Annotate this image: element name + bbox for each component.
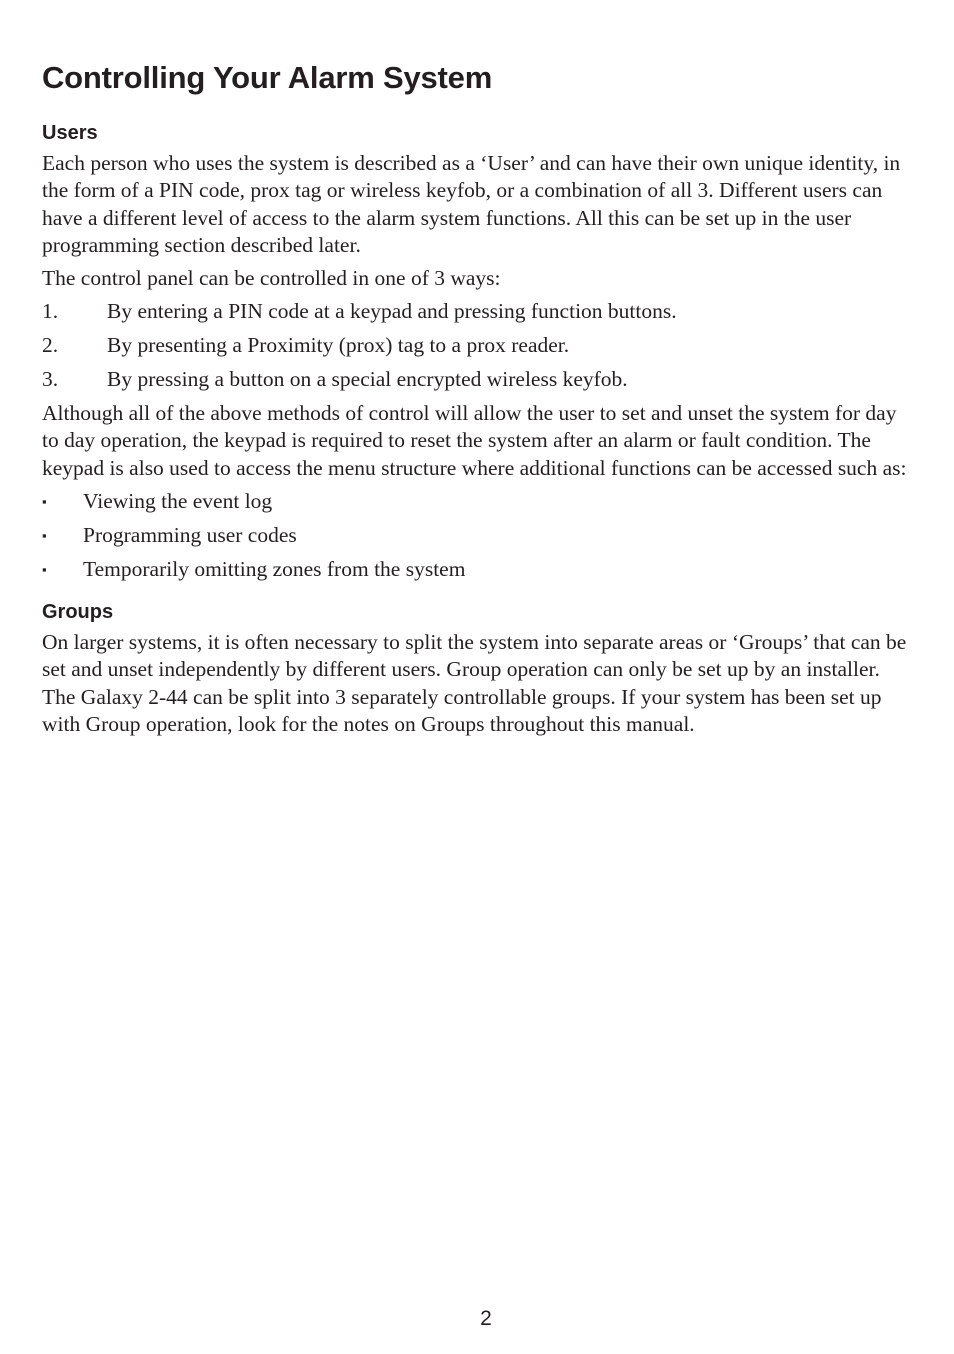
list-item-text: Viewing the event log xyxy=(83,489,273,514)
control-ways-intro: The control panel can be controlled in one of 3 ways: xyxy=(42,266,501,291)
control-ways-list xyxy=(42,298,912,393)
list-number: 1. xyxy=(42,299,59,324)
users-intro-paragraph: Each person who uses the system is described as a ‘User’ and can have their own unique identity, in the form of a PIN code, prox tag or wireless keyfob, or a combination of all 3. Different users can have a different level of access to the alarm system functions. All this can be set up in the user programming section described later. xyxy=(42,151,901,257)
menu-function-item xyxy=(42,556,912,583)
page-number: 2 xyxy=(480,1307,492,1330)
groups-paragraph: On larger systems, it is often necessary to split the system into separate areas or ‘Groups’ that can be set and unset independently by different users. Group operation can only be set up by an installer. The Galaxy 2-44 can be split into 3 separately controllable groups. If your system has been set up with Group operation, look for the notes on Groups throughout this manual. xyxy=(42,630,907,737)
list-item-text: Programming user codes xyxy=(83,522,297,547)
menu-functions-list xyxy=(42,488,912,583)
page-content xyxy=(42,58,912,744)
users-heading: Users xyxy=(42,122,98,144)
page-title: Controlling Your Alarm System xyxy=(42,60,493,95)
menu-function-item xyxy=(42,488,912,515)
list-item-text: Temporarily omitting zones from the system xyxy=(83,556,466,581)
list-item-text: By presenting a Proximity (prox) tag to a prox reader. xyxy=(107,333,570,358)
bullet-icon: ▪ xyxy=(42,561,47,577)
keypad-note-paragraph: Although all of the above methods of control will allow the user to set and unset the system for day to day operation, the keypad is required to reset the system after an alarm or fault condition. The keypad is also used to access the menu structure where additional functions can be accessed such as: xyxy=(42,401,907,480)
list-item-text: By pressing a button on a special encrypted wireless keyfob. xyxy=(107,367,628,392)
groups-heading: Groups xyxy=(42,601,114,624)
control-way-item xyxy=(42,332,912,359)
control-way-item xyxy=(42,366,912,393)
menu-function-item xyxy=(42,522,912,549)
bullet-icon: ▪ xyxy=(42,527,47,543)
control-way-item xyxy=(42,298,912,325)
list-number: 2. xyxy=(42,333,59,358)
list-number: 3. xyxy=(42,367,59,392)
list-item-text: By entering a PIN code at a keypad and pressing function buttons. xyxy=(107,299,677,324)
bullet-icon: ▪ xyxy=(42,494,47,510)
